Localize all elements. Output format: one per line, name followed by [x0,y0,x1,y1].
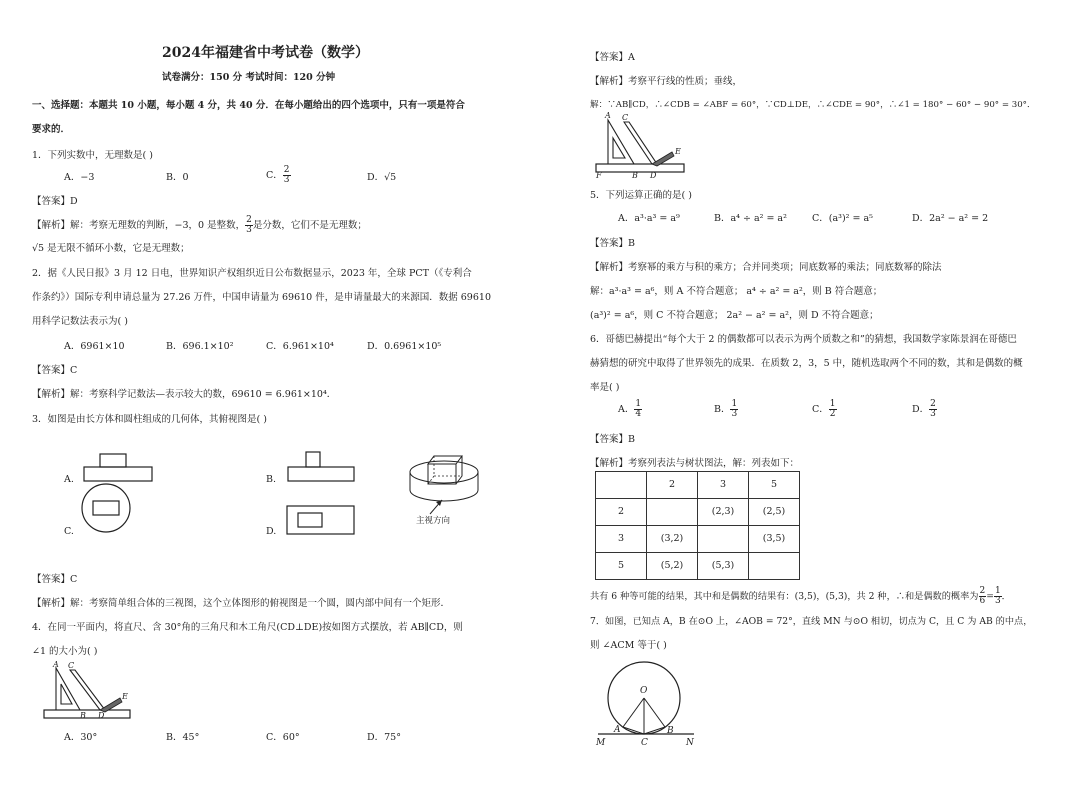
q4-ruler [44,710,130,718]
q4-figure [42,662,172,722]
q4-solution: 解：∵AB∥CD，∴∠CDB = ∠ABF = 60°，∵CD⊥DE，∴∠CDE = 90°，∴∠1 = 180° − 60° − 90° = 30°． [590,100,1036,110]
table-cell: (2,3) [698,499,749,526]
q1-analysis: 【解析】解：考察无理数的判断，−3，0 是整数， $\frac{2}{3}$ 是分数，它们不是无理数； [32,215,367,235]
q5-answer: 【答案】B [590,238,635,249]
q3-c-circle [82,484,130,532]
q2-stem: 2．据《人民日报》3 月 12 日电，世界知识产权组织近日公布数据显示，2023 年，全球 PCT（《专利合 [32,268,472,279]
table-cell: (3,2) [647,526,698,553]
q4-carpenter-square [70,670,105,710]
q7-label-o: O [640,686,648,696]
q1-option-c: C． $\frac{2}{3}$ [266,165,290,185]
q6-answer: 【答案】B [590,434,635,445]
q6-conclusion: 共有 6 种等可能的结果，其中和是偶数的结果有：(3,5)，(5,3)，共 2 种，∴和是偶数的概率为 $\frac{2}{6}$ = $\frac{1}{3}$ ． [590,586,1011,606]
q1-stem: 1．下列实数中，无理数是( ) [32,150,153,161]
q4-option-c: C．60° [266,732,300,743]
q4-set-square [56,668,80,710]
q5-option-c: C．(a³)² = a⁵ [812,213,873,224]
q4s-label-d: D [650,171,657,180]
q3-c-rect [93,501,119,515]
table-cell [749,553,800,580]
q5-stem: 5．下列运算正确的是( ) [590,190,692,201]
q4-label-b: B [80,711,86,720]
table-cell: 2 [596,499,647,526]
q3-a-block [84,467,152,481]
table-row [596,526,800,553]
q6-analysis: 【解析】考察列表法与树状图法，解：列表如下： [590,458,800,469]
q4-option-a: A．30° [64,732,98,743]
q2-option-b: B．696.1×10² [166,341,234,352]
table-cell: (5,2) [647,553,698,580]
exam-info: 试卷满分：150 分 考试时间：120 分钟 [162,72,336,83]
q4-option-d: D．75° [367,732,401,743]
q4s-label-b: B [632,171,638,180]
q7-label-b: B [667,726,674,736]
q2-stem-2: 作条约》）国际专利申请总量为 27.26 万件，中国申请量为 69610 件，是申请量最大的来源国．数据 69610 [32,292,491,303]
q2-analysis: 【解析】解：考察科学记数法—表示较大的数，69610 = 6.961×10⁴． [32,389,337,400]
q5-option-d: D．2a² − a² = 2 [912,213,989,224]
q3-solid-box [428,456,462,484]
section-1-heading-cont: 要求的． [32,124,71,135]
q3-figures [32,440,552,540]
q3-solid-box-hidden [428,456,462,484]
q3-label-b: B. [266,474,277,485]
q6-option-b: B． $\frac{1}{3}$ [714,399,738,419]
q3-d-outer [287,506,354,534]
q7-figure [596,658,716,748]
q4s-label-e: E [675,147,681,156]
table-row [596,472,800,499]
table-cell [596,472,647,499]
right-column [590,0,1060,800]
q4s-label-a: A [605,111,611,120]
q4s-label-f: F [596,171,602,180]
q2-option-d: D．0.6961×10⁵ [367,341,442,352]
q1-option-a: A．−3 [64,172,95,183]
q4-stem: 4．在同一平面内，将直尺、含 30°角的三角尺和木工角尺(CD⊥DE)按如图方式摆放，若 AB∥CD，则 [32,622,463,633]
q6-probability-table [595,471,800,580]
q5-analysis: 【解析】考察幂的乘方与积的乘方；合并同类项；同底数幂的乘法；同底数幂的除法 [590,262,942,273]
q7-stem: 7．如图，已知点 A，B 在⊙O 上，∠AOB = 72°，直线 MN 与⊙O 相切，切点为 C，且 C 为 AB 的中点， [590,616,1033,627]
q6-stem-3: 率是( ) [590,382,620,393]
q4-label-a: A [53,660,59,669]
q4-answer: 【答案】A [590,52,635,63]
table-cell [698,526,749,553]
table-cell: 3 [596,526,647,553]
q4-label-e: E [122,692,128,701]
q2-option-c: C．6.961×10⁴ [266,341,334,352]
q3-label-d: D. [266,526,277,537]
q4-option-b: B．45° [166,732,200,743]
q3-a-top [100,454,126,467]
q7-segment-oa [623,698,644,727]
table-cell: 3 [698,472,749,499]
q1-answer: 【答案】D [32,196,78,207]
q7-label-m: M [596,738,606,748]
q4-stem-2: ∠1 的大小为( ) [32,646,98,657]
q1-option-b: B．0 [166,172,189,183]
q3-analysis: 【解析】解：考察简单组合体的三视图，这个立体图形的俯视图是一个圆，圆内部中间有一个矩形． [32,598,451,609]
q3-view-direction-label: 主视方向 [416,516,451,526]
q6-option-c: C． $\frac{1}{2}$ [812,399,836,419]
q1-option-d: D．√5 [367,172,397,183]
q4s-label-c: C [622,113,629,122]
q5-option-b: B．a⁴ ÷ a² = a² [714,213,787,224]
left-column [32,0,552,800]
q2-stem-3: 用科学记数法表示为( ) [32,316,128,327]
q3-stem: 3．如图是由长方体和圆柱组成的几何体，其俯视图是( ) [32,414,267,425]
q3-label-a: A. [64,474,74,485]
q4s-carpenter-square [624,122,657,164]
table-cell: 5 [749,472,800,499]
q3-label-c: C. [64,526,74,537]
q7-label-c: C [641,738,648,748]
q2-answer: 【答案】C [32,365,78,376]
q5-solution-2: (a³)² = a⁶，则 C 不符合题意； 2a² − a² = a²，则 D 不符合题意； [590,310,879,321]
q3-b-block [288,467,354,481]
table-cell: 2 [647,472,698,499]
table-cell: (5,3) [698,553,749,580]
q4-solution-figure [594,112,704,178]
q7-stem-2: 则 ∠ACM 等于( ) [590,640,667,651]
exam-title: 2024年福建省中考试卷（数学） [162,45,369,61]
q7-label-a: A [614,725,621,735]
table-cell: (2,5) [749,499,800,526]
q4-label-c: C [68,661,75,670]
table-cell: (3,5) [749,526,800,553]
section-1-heading: 一、选择题：本题共 10 小题，每小题 4 分，共 40 分．在每小题给出的四个选项中，只有一项是符合 [32,100,465,111]
q5-option-a: A．a³·a³ = a⁹ [618,213,680,224]
q3-answer: 【答案】C [32,574,78,585]
q6-option-d: D． $\frac{2}{3}$ [912,399,936,419]
q6-stem: 6．哥德巴赫提出“每个大于 2 的偶数都可以表示为两个质数之和”的猜想，我国数学家陈景润在哥德巴 [590,334,1017,345]
table-row [596,553,800,580]
q3-b-top [306,452,320,467]
q7-segment-ob [644,698,665,727]
q3-d-inner [298,513,322,527]
q4-label-d: D [98,711,105,720]
q5-solution-1: 解：a³·a³ = a⁶，则 A 不符合题意； a⁴ ÷ a² = a²，则 B 符合题意； [590,286,883,297]
q4-analysis: 【解析】考察平行线的性质；垂线， [590,76,743,87]
table-cell [647,499,698,526]
table-cell: 5 [596,553,647,580]
q1-analysis-cont: √5 是无限不循环小数，它是无理数； [32,243,190,254]
q6-stem-2: 赫猜想的研究中取得了世界领先的成果．在质数 2，3，5 中，随机选取两个不同的数，其和是偶数的概 [590,358,1023,369]
q2-option-a: A．6961×10 [64,341,125,352]
table-row [596,499,800,526]
q4s-ruler [596,164,684,172]
q4s-set-square [608,120,634,164]
q7-label-n: N [686,738,694,748]
q6-option-a: A． $\frac{1}{4}$ [618,399,642,419]
